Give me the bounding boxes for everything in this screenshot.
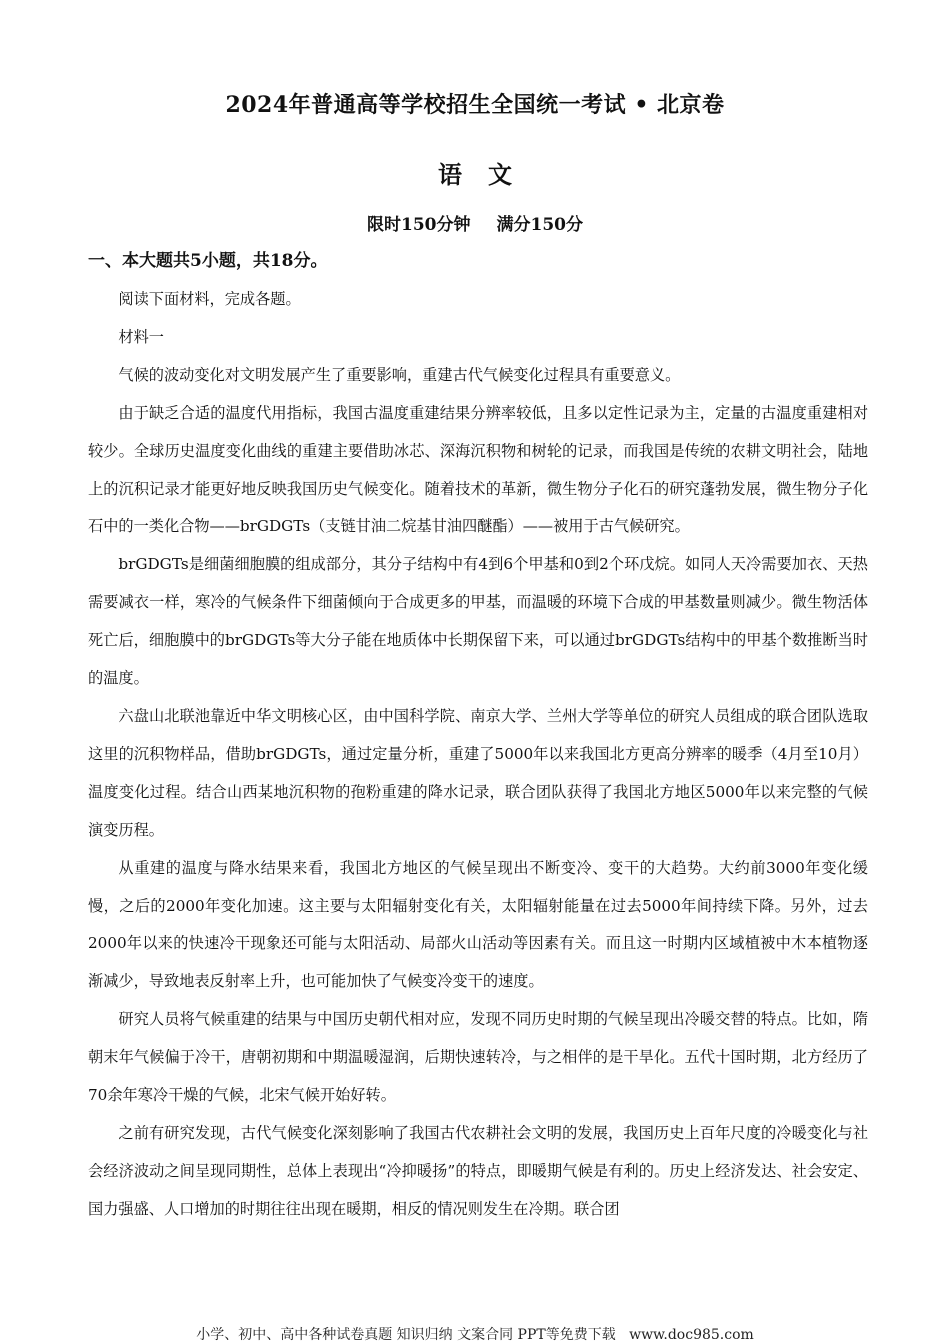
subject-title: 语文 [438, 160, 538, 189]
footer-text: 小学、初中、高中各种试卷真题 知识归纳 文案合同 PPT等免费下载 [196, 1327, 616, 1343]
exam-title: 2024年普通高等学校招生全国统一考试 • 北京卷 [225, 92, 725, 118]
reading-passage [88, 281, 868, 1229]
paragraph: 气候的波动变化对文明发展产生了重要影响，重建古代气候变化过程具有重要意义。 [118, 365, 681, 384]
exam-meta [0, 210, 950, 235]
time-limit: 限时150分钟 [367, 215, 471, 235]
footer-url[interactable]: www.doc985.com [629, 1327, 754, 1343]
full-score: 满分150分 [496, 215, 583, 235]
paragraph: 研究人员将气候重建的结果与中国历史朝代相对应，发现不同历史时期的气候呈现出冷暖交替的特点。比如，隋朝末年气候偏于冷干，唐朝初期和中期温暖湿润，后期快速转冷，与之相伴的是干旱化。五代十国时期，北方经历了70余年寒冷干燥的气候，北宋气候开始好转。 [88, 1010, 868, 1105]
paragraph: brGDGTs是细菌细胞膜的组成部分，其分子结构中有4到6个甲基和0到2个环戊烷。如同人天冷需要加衣、天热需要减衣一样，寒冷的气候条件下细菌倾向于合成更多的甲基，而温暖的环境下合成的甲基数量则减少。微生物活体死亡后，细胞膜中的brGDGTs等大分子能在地质体中长期保留下来，可以通过brGDGTs结构中的甲基个数推断当时的温度。 [88, 555, 868, 688]
section-heading: 一、本大题共5小题，共18分。 [88, 251, 328, 271]
instruction: 阅读下面材料，完成各题。 [118, 290, 301, 308]
paragraph: 从重建的温度与降水结果来看，我国北方地区的气候呈现出不断变冷、变干的大趋势。大约前3000年变化缓慢，之后的2000年变化加速。这主要与太阳辐射变化有关，太阳辐射能量在过去5000年间持续下降。另外，过去2000年以来的快速冷干现象还可能与太阳活动、局部火山活动等因素有关。而且这一时期内区域植被中木本植物逐渐减少，导致地表反射率上升，也可能加快了气候变冷变干的速度。 [88, 858, 868, 991]
paragraph: 六盘山北联池靠近中华文明核心区，由中国科学院、南京大学、兰州大学等单位的研究人员组成的联合团队选取这里的沉积物样品，借助brGDGTs，通过定量分析，重建了5000年以来我国北方更高分辨率的暖季（4月至10月）温度变化过程。结合山西某地沉积物的孢粉重建的降水记录，联合团队获得了我国北方地区5000年以来完整的气候演变历程。 [88, 706, 868, 839]
paragraph: 由于缺乏合适的温度代用指标，我国古温度重建结果分辨率较低，且多以定性记录为主，定量的古温度重建相对较少。全球历史温度变化曲线的重建主要借助冰芯、深海沉积物和树轮的记录，而我国是传统的农耕文明社会，陆地上的沉积记录才能更好地反映我国历史气候变化。随着技术的革新，微生物分子化石的研究蓬勃发展，微生物分子化石中的一类化合物——brGDGTs（支链甘油二烷基甘油四醚酯）——被用于古气候研究。 [88, 403, 868, 536]
material-label: 材料一 [118, 327, 164, 346]
paragraph: 之前有研究发现，古代气候变化深刻影响了我国古代农耕社会文明的发展，我国历史上百年尺度的冷暖变化与社会经济波动之间呈现同期性，总体上表现出“冷抑暖扬”的特点，即暖期气候是有利的。历史上经济发达、社会安定、国力强盛、人口增加的时期往往出现在暖期，相反的情况则发生在冷期。联合团 [88, 1123, 868, 1218]
page-footer [0, 1324, 950, 1344]
